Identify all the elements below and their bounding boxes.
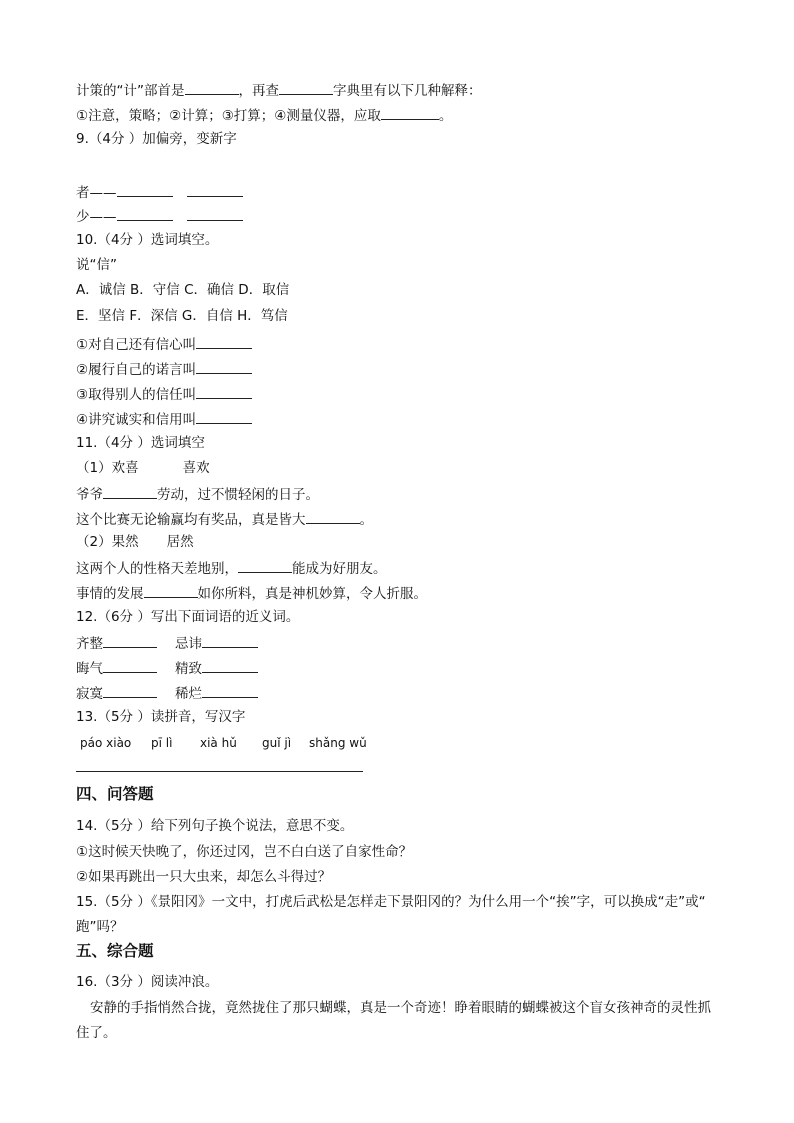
- answer-blank[interactable]: [117, 182, 173, 197]
- pinyin-answer-line[interactable]: [76, 771, 363, 772]
- text: 事情的发展: [76, 586, 144, 602]
- q11-sentence-2: [76, 509, 373, 529]
- question-14-title: 14.（5分 ）给下列句子换个说法，意思不变。: [76, 818, 354, 834]
- text: ，再查: [238, 83, 279, 99]
- answer-blank[interactable]: [187, 206, 243, 221]
- q11-words-1: [76, 459, 210, 477]
- q12-row-2: [76, 658, 258, 678]
- text: （2）果然: [76, 534, 139, 550]
- answer-blank[interactable]: [117, 206, 173, 221]
- text: 齐整: [76, 636, 103, 652]
- q9-row-2: [76, 206, 243, 226]
- text: 计策的“计”部首是: [76, 83, 185, 99]
- answer-blank[interactable]: [185, 80, 239, 95]
- pinyin-4: guǐ jì: [262, 736, 292, 750]
- answer-blank[interactable]: [144, 583, 198, 598]
- question-15-line-1: 15.（5分 ）《景阳冈》一文中，打虎后武松是怎样走下景阳冈的？为什么用一个“挨”字，可以换成“走”或“: [76, 894, 706, 910]
- q14-sentence-1: ①这时候天快晚了，你还过冈，岂不白白送了自家性命？: [76, 844, 413, 860]
- q11-sentence-3: [76, 558, 387, 578]
- text: 能成为好朋友。: [292, 561, 387, 577]
- question-13-title: 13.（5分 ）读拼音，写汉字: [76, 709, 246, 725]
- answer-blank[interactable]: [238, 558, 292, 573]
- answer-blank[interactable]: [103, 658, 157, 673]
- answer-blank[interactable]: [103, 484, 157, 499]
- q10-options-1: A．诚信 B．守信 C．确信 D．取信: [76, 282, 290, 298]
- text: 。: [438, 108, 453, 124]
- text: 字典里有以下几种解释：: [333, 83, 482, 99]
- text: ①注意，策略；②计算；③打算；④测量仪器，应取: [76, 108, 381, 124]
- question-12-title: 12.（6分 ）写出下面词语的近义词。: [76, 609, 300, 625]
- question-9-title: 9.（4分 ）加偏旁，变新字: [76, 131, 237, 147]
- answer-blank[interactable]: [187, 182, 243, 197]
- q11-sentence-1: [76, 484, 319, 504]
- q11-sentence-4: [76, 583, 427, 603]
- text: 晦气: [76, 661, 103, 677]
- answer-blank[interactable]: [196, 409, 252, 424]
- answer-blank[interactable]: [196, 384, 252, 399]
- pinyin-3: xià hǔ: [200, 736, 237, 750]
- answer-blank[interactable]: [306, 509, 360, 524]
- q8-options-line: [76, 105, 452, 125]
- section-4-heading: 四、问答题: [76, 785, 154, 803]
- answer-blank[interactable]: [196, 334, 252, 349]
- answer-blank[interactable]: [202, 683, 258, 698]
- answer-blank[interactable]: [202, 633, 258, 648]
- text: 少——: [76, 209, 117, 225]
- question-16-title: 16.（3分 ）阅读冲浪。: [76, 974, 219, 990]
- text: ②履行自己的诺言叫: [76, 362, 197, 378]
- text: 精致: [175, 661, 202, 677]
- question-15-line-2: 跑”吗？: [76, 919, 124, 935]
- answer-blank[interactable]: [103, 683, 157, 698]
- q10-item-1: [76, 334, 252, 354]
- q10-item-3: [76, 384, 252, 404]
- question-11-title: 11.（4分 ）选词填空: [76, 435, 205, 451]
- text: ①对自己还有信心叫: [76, 337, 197, 353]
- q8-line: [76, 80, 482, 100]
- answer-blank[interactable]: [196, 359, 252, 374]
- text: 这个比赛无论输赢均有奖品，真是皆大: [76, 512, 306, 528]
- text: 这两个人的性格天差地别，: [76, 561, 238, 577]
- text: （1）欢喜: [76, 460, 139, 476]
- q12-row-1: [76, 633, 258, 653]
- question-10-title: 10.（4分 ）选词填空。: [76, 232, 219, 248]
- answer-blank[interactable]: [279, 80, 333, 95]
- pinyin-1: páo xiào: [80, 736, 132, 750]
- q10-subtitle: 说“信”: [76, 257, 117, 273]
- text: 如你所料，真是神机妙算，令人折服。: [197, 586, 427, 602]
- text: 喜欢: [182, 460, 210, 476]
- q14-sentence-2: ②如果再跳出一只大虫来，却怎么斗得过？: [76, 869, 332, 885]
- text: 稀烂: [175, 686, 202, 702]
- text: 居然: [166, 534, 194, 550]
- answer-blank[interactable]: [103, 633, 157, 648]
- q10-item-4: [76, 409, 252, 429]
- text: 劳动，过不惯轻闲的日子。: [157, 487, 319, 503]
- text: 寂寞: [76, 686, 103, 702]
- text: 爷爷: [76, 487, 103, 503]
- pinyin-2: pī lì: [151, 736, 173, 750]
- text: 者——: [76, 185, 117, 201]
- q10-options-2: E．坚信 F．深信 G．自信 H．笃信: [76, 308, 288, 324]
- q9-row-1: [76, 182, 243, 202]
- q12-row-3: [76, 683, 258, 703]
- q10-item-2: [76, 359, 252, 379]
- text: ③取得别人的信任叫: [76, 387, 197, 403]
- q11-words-2: [76, 533, 194, 551]
- section-5-heading: 五、综合题: [76, 942, 154, 960]
- pinyin-5: shǎng wǔ: [309, 736, 367, 750]
- text: 忌讳: [175, 636, 202, 652]
- reading-passage: 安静的手指悄然合拢，竟然拢住了那只蝴蝶，真是一个奇迹！睁着眼睛的蝴蝶被这个盲女孩神奇的灵性抓住了。: [76, 1000, 711, 1041]
- text: ④讲究诚实和信用叫: [76, 412, 197, 428]
- answer-blank[interactable]: [202, 658, 258, 673]
- answer-blank[interactable]: [381, 105, 439, 120]
- text: 。: [359, 512, 373, 528]
